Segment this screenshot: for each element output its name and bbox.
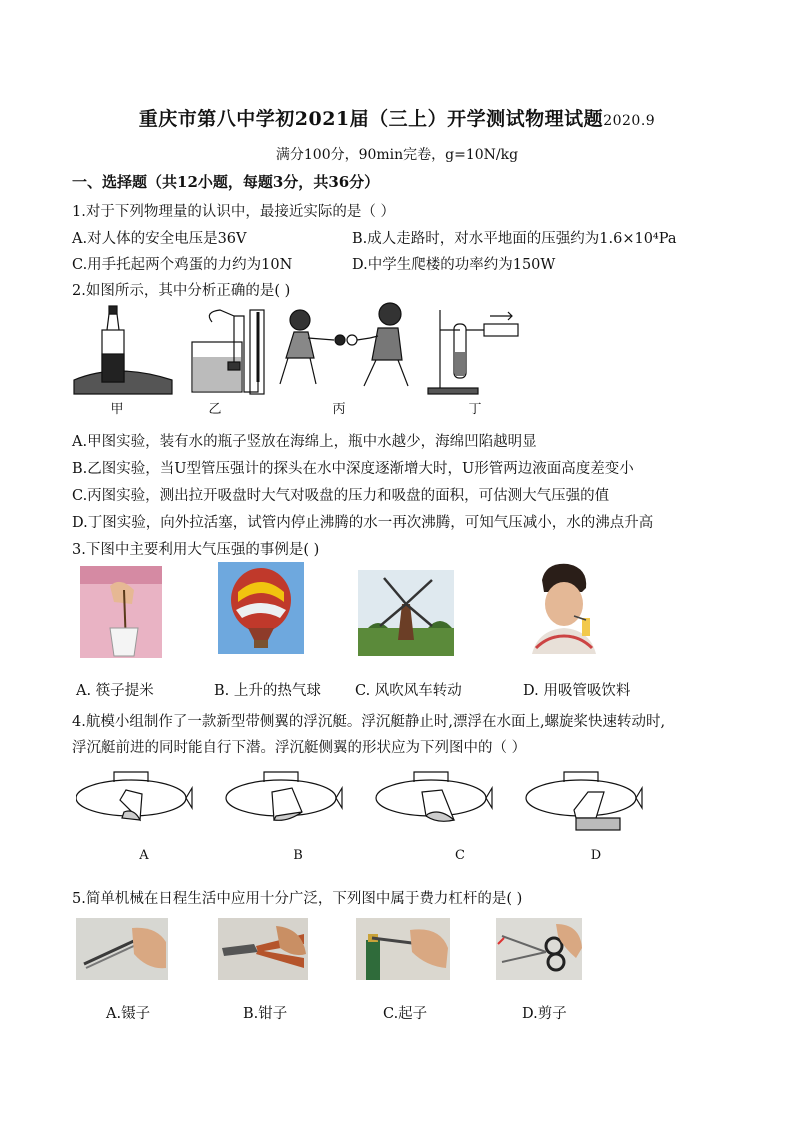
- q2-option-c: C.丙图实验，测出拉开吸盘时大气对吸盘的压力和吸盘的面积，可估测大气压强的值: [72, 488, 610, 504]
- page-title: [0, 104, 794, 131]
- q4-label-d: D: [590, 848, 602, 863]
- q3-stem: 3.下图中主要利用大气压强的事例是( ): [72, 542, 320, 558]
- section-heading: 一、选择题（共12小题，每题3分，共36分）: [72, 173, 380, 191]
- q5-option-b: B.钳子: [243, 1006, 288, 1022]
- u-tube-manometer-illustration: [192, 310, 264, 394]
- fig-label-bing: 丙: [332, 402, 346, 417]
- q1-option-a: A.对人体的安全电压是36V: [72, 231, 247, 247]
- q3-option-d: D. 用吸管吸饮料: [523, 683, 631, 699]
- pliers-photo: [218, 918, 308, 980]
- submarine-option-b: [226, 772, 342, 820]
- q2-option-d: D.丁图实验，向外拉活塞，试管内停止沸腾的水一再次沸腾，可知气压减小，水的沸点升高: [72, 515, 654, 531]
- fig-label-jia: 甲: [110, 402, 124, 417]
- q1-stem: 1.对于下列物理量的认识中，最接近实际的是（ ）: [72, 204, 395, 220]
- title-text: 重庆市第八中学初2021届（三上）开学测试物理试题: [138, 108, 604, 130]
- fig-label-ding: 丁: [468, 402, 482, 417]
- q1-option-c: C.用手托起两个鸡蛋的力约为10N: [72, 257, 293, 273]
- q1-option-b: B.成人走路时，对水平地面的压强约为1.6×10⁴Pa: [352, 231, 677, 247]
- windmill-photo: [358, 570, 454, 656]
- q3-option-a: A. 筷子提米: [76, 683, 154, 699]
- q1-option-d: D.中学生爬楼的功率约为150W: [352, 257, 556, 273]
- suction-cup-pull-illustration: [280, 303, 408, 386]
- q3-option-c: C. 风吹风车转动: [355, 683, 462, 699]
- q2-illustrations: [72, 302, 524, 418]
- q4-stem-line2: 浮沉艇前进的同时能自行下潜。浮沉艇侧翼的形状应为下列图中的（ ）: [72, 740, 527, 756]
- bottle-opener-photo: [356, 918, 450, 980]
- submarine-option-c: [376, 772, 492, 821]
- tweezers-photo: [76, 918, 168, 980]
- submarine-option-a: [76, 772, 192, 820]
- q5-stem: 5.简单机械在日程生活中应用十分广泛，下列图中属于费力杠杆的是( ): [72, 891, 523, 907]
- q4-label-a: A: [139, 848, 149, 863]
- q5-option-d: D.剪子: [522, 1006, 567, 1022]
- straw-drinking-photo: [528, 558, 600, 654]
- q4-label-b: B: [293, 848, 303, 863]
- q5-option-a: A.镊子: [106, 1006, 151, 1022]
- bottle-on-sponge-illustration: [74, 306, 172, 394]
- submarine-option-d: [526, 772, 642, 830]
- q2-option-a: A.甲图实验，装有水的瓶子竖放在海绵上，瓶中水越少，海绵凹陷越明显: [72, 434, 537, 450]
- hot-air-balloon-photo: [218, 562, 304, 654]
- exam-info: 满分100分，90min完卷，g=10N/kg: [275, 147, 519, 163]
- q5-option-c: C.起子: [383, 1006, 428, 1022]
- fig-label-yi: 乙: [208, 402, 222, 417]
- q4-stem-line1: 4.航模小组制作了一款新型带侧翼的浮沉艇。浮沉艇静止时,漂浮在水面上,螺旋桨快速转动时,: [72, 714, 666, 730]
- title-date: 2020.9: [603, 113, 656, 129]
- q2-figure-strip: [72, 302, 524, 418]
- submarine-wing-options: [76, 768, 648, 834]
- chopsticks-rice-photo: [80, 566, 162, 658]
- q4-label-c: C: [455, 848, 465, 863]
- boiling-syringe-illustration: [428, 310, 518, 394]
- scissors-photo: [496, 918, 582, 980]
- q3-option-b: B. 上升的热气球: [214, 683, 321, 699]
- q2-stem: 2.如图所示，其中分析正确的是( ): [72, 283, 291, 299]
- q2-option-b: B.乙图实验，当U型管压强计的探头在水中深度逐渐增大时，U形管两边液面高度差变小: [72, 461, 634, 477]
